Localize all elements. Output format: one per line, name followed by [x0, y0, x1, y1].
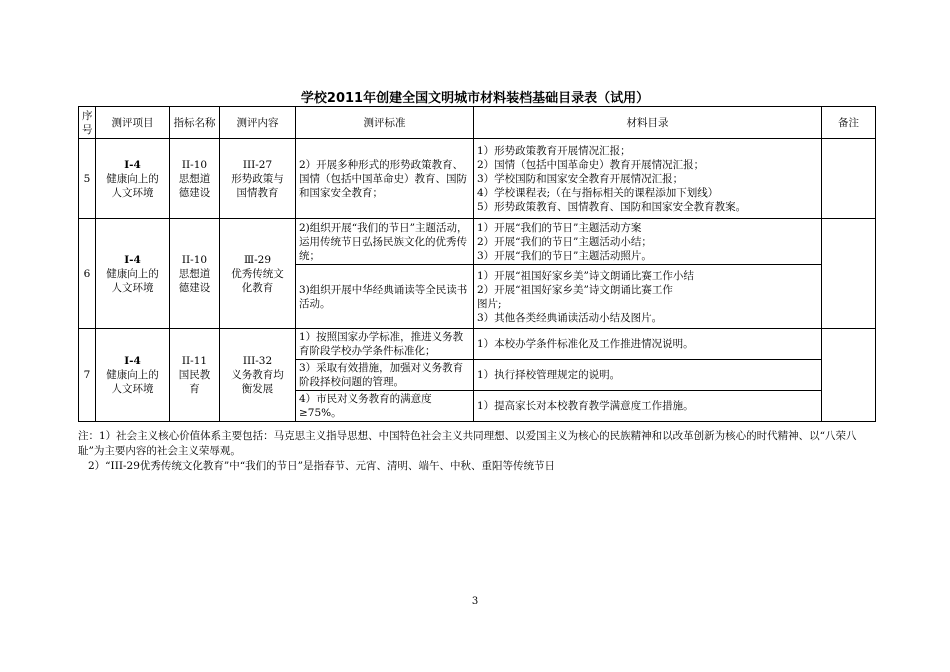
- header-item: 测评项目: [96, 107, 170, 139]
- row7-seq: 7: [79, 329, 96, 422]
- row5-indicator: II-10 思想道 德建设: [170, 139, 220, 219]
- header-content: 测评内容: [220, 107, 296, 139]
- row5-content: III-27 形势政策与 国情教育: [220, 139, 296, 219]
- header-indicator: 指标名称: [170, 107, 220, 139]
- row7-item: I-4 健康向上的 人文环境: [96, 329, 170, 422]
- row5-remarks: [822, 139, 876, 219]
- table-row-5: [79, 139, 876, 219]
- header-materials: 材料目录: [474, 107, 822, 139]
- row6-item: I-4 健康向上的 人文环境: [96, 219, 170, 329]
- page-title: 学校2011年创建全国文明城市材料装档基础目录表（试用）: [300, 91, 650, 106]
- row6-materials-1: 1）开展“我们的节日”主题活动方案 2）开展“我们的节日”主题活动小结； 3）开展“我们的节日”主题活动照片。: [474, 219, 822, 265]
- row7-standard-3: 4）市民对义务教育的满意度≥75%。: [296, 391, 474, 422]
- row6-seq: 6: [79, 219, 96, 329]
- row7-remarks: [822, 329, 876, 422]
- row7-materials-3: 1）提高家长对本校教育教学满意度工作措施。: [474, 391, 822, 422]
- table-row-7a: [79, 329, 876, 360]
- header-seq: 序号: [79, 107, 96, 139]
- header-standard: 测评标准: [296, 107, 474, 139]
- page-number: 3: [471, 596, 479, 607]
- header-remarks: 备注: [822, 107, 876, 139]
- row7-indicator: II-11 国民教 育: [170, 329, 220, 422]
- footnote-2: 2）“III-29优秀传统文化教育”中“我们的节日”是指春节、元宵、清明、端午、中秋、重阳等传统节日: [88, 460, 556, 472]
- catalog-table: [78, 106, 876, 422]
- footnote-1: 注：1）社会主义核心价值体系主要包括：马克思主义指导思想、中国特色社会主义共同理想、以爱国主义为核心的民族精神和以改革创新为核心的时代精神、以“八荣八耻”为主要内容的社会主义荣辱观。: [78, 430, 857, 457]
- row6-content: Ⅲ-29 优秀传统文 化教育: [220, 219, 296, 329]
- row5-materials: 1）形势政策教育开展情况汇报； 2）国情（包括中国革命史）教育开展情况汇报； 3）学校国防和国家安全教育开展情况汇报； 4）学校课程表;（在与指标相关的课程添加下划线） 5）形势政策教育、国情教育、国防和国家安全教育教案。: [474, 139, 822, 219]
- row6-indicator: II-10 思想道 德建设: [170, 219, 220, 329]
- row6-standard-1: 2)组织开展“我们的节日”主题活动，运用传统节日弘扬民族文化的优秀传统；: [296, 219, 474, 265]
- header-row: [79, 107, 876, 139]
- row6-remarks: [822, 219, 876, 329]
- row5-standard: 2）开展多种形式的形势政策教育、国情（包括中国革命史）教育、国防和国家安全教育；: [296, 139, 474, 219]
- table-row-6a: [79, 219, 876, 265]
- row5-item: I-4 健康向上的 人文环境: [96, 139, 170, 219]
- row7-content: III-32 义务教育均 衡发展: [220, 329, 296, 422]
- row7-materials-2: 1）执行择校管理规定的说明。: [474, 360, 822, 391]
- row6-materials-2: 1）开展“祖国好家乡美”诗文朗诵比赛工作小结 2）开展“祖国好家乡美”诗文朗诵比赛工作 图片; 3）其他各类经典诵读活动小结及图片。: [474, 265, 822, 329]
- row7-materials-1: 1）本校办学条件标准化及工作推进情况说明。: [474, 329, 822, 360]
- row6-standard-2: 3)组织开展中华经典诵读等全民读书活动。: [296, 265, 474, 329]
- row7-standard-1: 1）按照国家办学标准，推进义务教育阶段学校办学条件标准化；: [296, 329, 474, 360]
- row7-standard-2: 3）采取有效措施，加强对义务教育阶段择校问题的管理。: [296, 360, 474, 391]
- footnotes: [78, 429, 878, 474]
- row5-seq: 5: [79, 139, 96, 219]
